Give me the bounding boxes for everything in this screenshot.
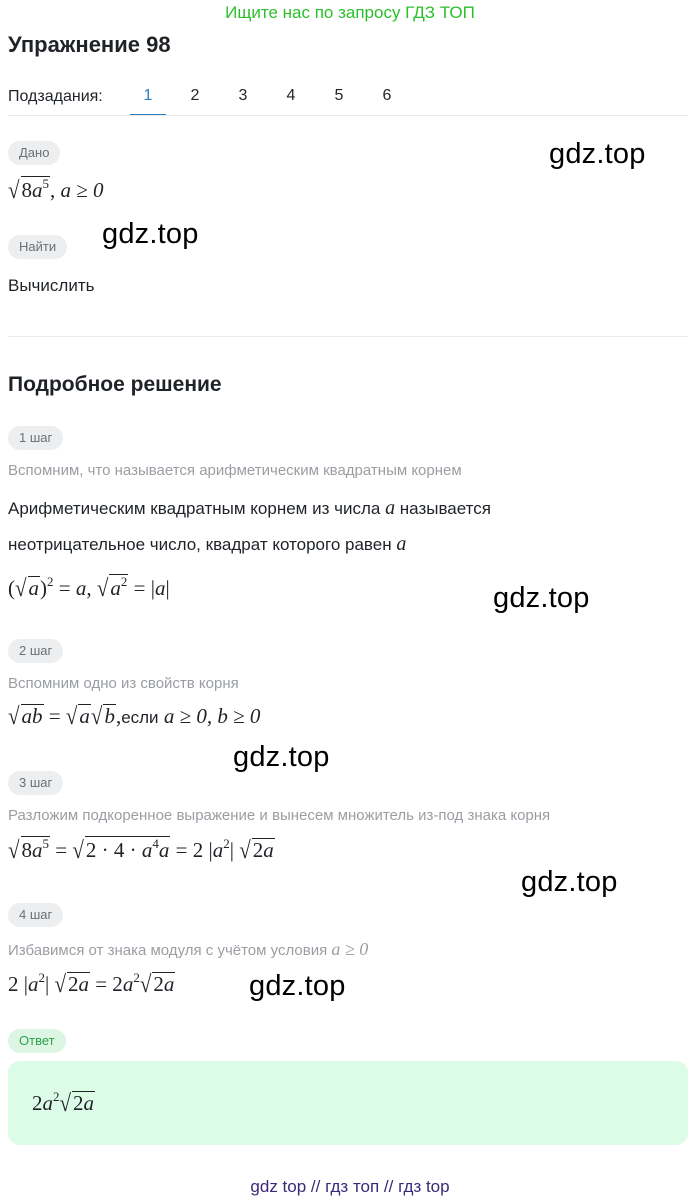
step-1-hint: Вспомним, что называется арифметическим квадратным корнем bbox=[8, 462, 462, 479]
step-1-formula: $(√a)^2 = a$, $√a^2 = |a|$ bbox=[8, 574, 170, 602]
watermark: gdz.top bbox=[521, 866, 618, 898]
step-1-badge: 1 шаг bbox=[8, 426, 63, 450]
subtask-tab-5[interactable]: 5 bbox=[334, 87, 344, 104]
find-badge: Найти bbox=[8, 235, 67, 259]
promo-banner: Ищите нас по запросу ГДЗ ТОП bbox=[225, 3, 475, 22]
step-2-hint: Вспомним одно из свойств корня bbox=[8, 675, 239, 692]
answer-formula: $2a^2√2a$ bbox=[32, 1089, 95, 1117]
watermark: gdz.top bbox=[249, 970, 346, 1002]
subtask-tab-3[interactable]: 3 bbox=[238, 87, 248, 104]
step-2-badge: 2 шаг bbox=[8, 639, 63, 663]
step-4-badge: 4 шаг bbox=[8, 903, 63, 927]
find-text: Вычислить bbox=[8, 276, 95, 295]
watermark: gdz.top bbox=[493, 582, 590, 614]
subtask-tab-1[interactable]: 1 bbox=[143, 87, 153, 104]
answer-badge: Ответ bbox=[8, 1029, 66, 1053]
watermark: gdz.top bbox=[102, 218, 199, 250]
watermark: gdz.top bbox=[549, 138, 646, 170]
step-3-badge: 3 шаг bbox=[8, 771, 63, 795]
answer-box bbox=[8, 1061, 688, 1145]
solution-heading: Подробное решение bbox=[8, 373, 222, 396]
subtasks-nav bbox=[8, 86, 688, 116]
step-3-hint: Разложим подкоренное выражение и вынесем множитель из-под знака корня bbox=[8, 807, 551, 824]
step-4-hint: Избавимся от знака модуля с учётом условия a ≥ 0 bbox=[8, 939, 369, 959]
step-4-formula: 2 $|a^2|$ $√2a = 2a^2√2a$ bbox=[8, 970, 175, 998]
given-badge: Дано bbox=[8, 141, 60, 165]
subtasks-label: Подзадания: bbox=[8, 88, 103, 105]
step-1-line-1: Арифметическим квадратным корнем из числа a называется bbox=[8, 497, 491, 519]
subtask-tab-2[interactable]: 2 bbox=[190, 87, 200, 104]
given-expression: $√8a^5$, a ≥ 0 bbox=[8, 176, 104, 204]
step-1-line-2: неотрицательное число, квадрат которого равен a bbox=[8, 533, 407, 555]
section-divider bbox=[8, 336, 688, 337]
subtask-tab-6[interactable]: 6 bbox=[382, 87, 392, 104]
step-2-formula: √ab = √a√b,если a ≥ 0, b ≥ 0 bbox=[8, 702, 261, 730]
watermark: gdz.top bbox=[233, 741, 330, 773]
step-3-formula: $√8a^5 = √2 \cdot 4 \cdot a^4a = 2$ $|a^2|$ √2a bbox=[8, 836, 274, 864]
subtask-tab-4[interactable]: 4 bbox=[286, 87, 296, 104]
page-title: Упражнение 98 bbox=[8, 32, 171, 57]
footer-links[interactable]: gdz top // гдз топ // гдз top bbox=[250, 1177, 450, 1196]
subtasks-divider bbox=[8, 115, 688, 116]
